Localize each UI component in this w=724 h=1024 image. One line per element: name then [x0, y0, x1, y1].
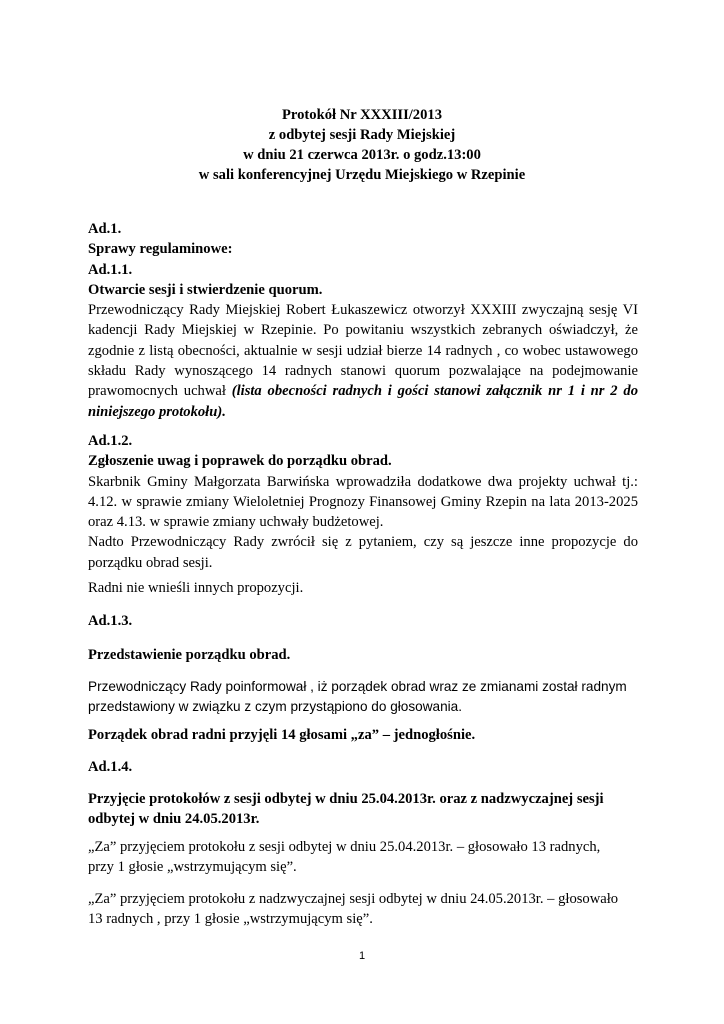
section-ad-1-2 [88, 431, 638, 573]
subsection-title: Przyjęcie protokołów z sesji odbytej w dniu 25.04.2013r. oraz z nadzwyczajnej sesji [88, 791, 604, 807]
paragraph-line: 13 radnych , przy 1 głosie „wstrzymującym się”. [88, 911, 373, 928]
protocol-vote-2 [88, 889, 638, 930]
paragraph-line: 4.12. w sprawie zmiany Wieloletniej Prognozy Finansowej Gminy Rzepin na lata 2013-2025 [88, 493, 638, 510]
section-ad-1 [88, 219, 638, 422]
subsection-number: Ad.1.2. [88, 433, 133, 449]
paragraph-line: Radni nie wnieśli innych propozycji. [88, 580, 304, 596]
attachment-note: (lista obecności radnych i gości stanowi załącznik nr 1 i nr 2 do [231, 383, 638, 400]
paragraph-line: „Za” przyjęciem protokołu z sesji odbytej w dniu 25.04.2013r. – głosowało 13 radnych, [88, 839, 601, 855]
subsection-number: Ad.1.1. [88, 261, 133, 278]
no-proposals-note [88, 578, 638, 598]
paragraph-line: oraz 4.13. w sprawie zmiany uchwały budżetowej. [88, 514, 384, 531]
subsection-title: Przedstawienie porządku obrad. [88, 647, 291, 663]
page-number: 1 [358, 950, 366, 962]
protocol-subtitle: z odbytej sesji Rady Miejskiej [268, 127, 456, 143]
paragraph-text: prawomocnych uchwał [88, 383, 232, 400]
paragraph-line: porządku obrad sesji. [88, 554, 213, 571]
document-header [88, 105, 636, 185]
paragraph-line: „Za” przyjęciem protokołu z nadzwyczajnej sesji odbytej w dniu 24.05.2013r. – głosowało [88, 891, 619, 907]
paragraph-line: Nadto Przewodniczący Rady zwrócił się z pytaniem, czy są jeszcze inne propozycje do [88, 534, 638, 551]
protocol-location: w sali konferencyjnej Urzędu Miejskiego w Rzepinie [198, 167, 526, 183]
section-ad-1-4-number [88, 757, 638, 777]
paragraph-line: Przewodniczący Rady Miejskiej Robert Łukaszewicz otworzył XXXIII zwyczajną sesję VI [88, 302, 638, 319]
subsection-title: odbytej w dniu 24.05.2013r. [88, 811, 260, 828]
subsection-title: Zgłoszenie uwag i poprawek do porządku obrad. [88, 453, 392, 470]
protocol-vote-1 [88, 837, 638, 878]
paragraph-line: Skarbnik Gminy Małgorzata Barwińska wprowadziła dodatkowe dwa projekty uchwał tj.: [88, 473, 638, 490]
paragraph-line [88, 381, 638, 401]
section-ad-1-3-body [88, 677, 638, 717]
subsection-number: Ad.1.3. [88, 613, 133, 629]
protocol-date: w dniu 21 czerwca 2013r. o godz.13:00 [243, 147, 481, 163]
attachment-note-end: niniejszego protokołu). [88, 403, 226, 420]
paragraph-line: kadencji Rady Miejskiej w Rzepinie. Po powitaniu wszystkich zebranych oświadczył, że [88, 322, 638, 339]
section-ad-1-3-title [88, 645, 638, 665]
paragraph-line: Przewodniczący Rady poinformował , iż porządek obrad wraz ze zmianami został radnym [88, 679, 627, 694]
protocol-title: Protokół Nr XXXIII/2013 [282, 107, 442, 123]
paragraph-line: przy 1 głosie „wstrzymującym się”. [88, 859, 297, 876]
section-ad-1-3-number [88, 611, 638, 631]
paragraph-line: przedstawiony w związku z czym przystąpiono do głosowania. [88, 699, 462, 714]
paragraph-line: zgodnie z listą obecności, aktualnie w sesji udział bierze 14 radnych , co wobec ustawowego [88, 342, 638, 359]
vote-result: Porządek obrad radni przyjęli 14 głosami „za” – jednogłośnie. [88, 727, 476, 743]
section-ad-1-4-title [88, 789, 638, 830]
subsection-title: Otwarcie sesji i stwierdzenie quorum. [88, 281, 323, 298]
agenda-vote-result [88, 725, 638, 745]
paragraph-line: składu Rady wynoszącego 14 radnych stanowi quorum pozwalające na podejmowanie [88, 363, 638, 380]
section-number: Ad.1. [88, 221, 122, 237]
section-title: Sprawy regulaminowe: [88, 241, 233, 258]
subsection-number: Ad.1.4. [88, 759, 133, 775]
